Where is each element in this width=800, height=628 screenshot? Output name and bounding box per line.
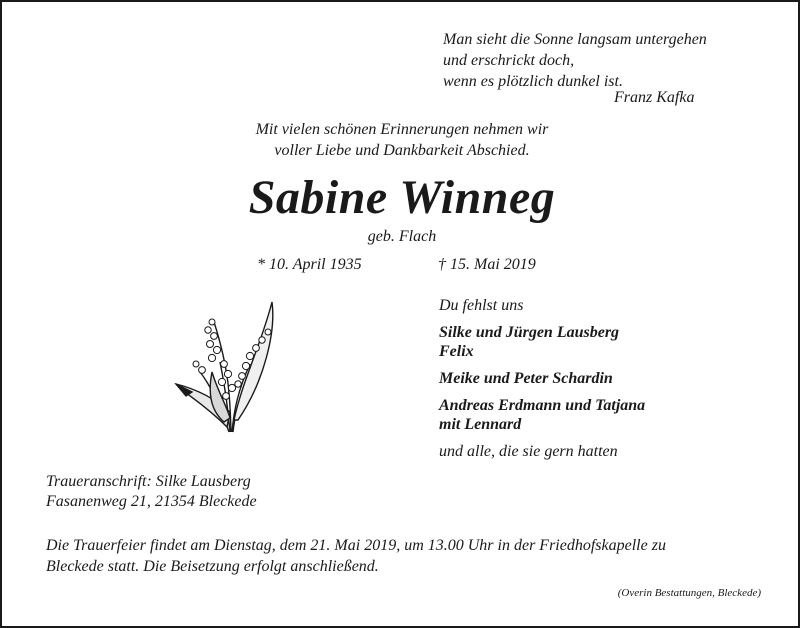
address-line-1: Traueranschrift: Silke Lausberg [46,473,251,490]
intro-line-1: Mit vielen schönen Erinnerungen nehmen wir [255,121,549,138]
quote-line-2: und erschrickt doch, [443,52,575,69]
address-line-2: Fasanenweg 21, 21354 Bleckede [46,493,257,510]
mourners-intro: Du fehlst uns [439,297,524,314]
deceased-name: Sabine Winneg [248,171,556,224]
birth-date: * 10. April 1935 [257,256,362,273]
death-date: † 15. Mai 2019 [438,256,536,273]
intro-line-2: voller Liebe und Dankbarkeit Abschied. [274,142,530,159]
ceremony-line-1: Die Trauerfeier findet am Dienstag, dem 21. Mai 2019, um 13.00 Uhr in der Friedhofskapelle zu [46,537,666,554]
mourners-group-1-line-1: Silke und Jürgen Lausberg [439,324,620,341]
ceremony-line-2: Bleckede statt. Die Beisetzung erfolgt anschließend. [46,558,379,575]
mourners-group-1-line-2: Felix [439,343,474,360]
mourners-closing: und alle, die sie gern hatten [439,443,618,460]
lily-of-the-valley-bouquet-icon [172,292,292,442]
undertaker-credit: (Overin Bestattungen, Bleckede) [617,587,761,599]
mourners-group-3-line-1: Andreas Erdmann und Tatjana [439,397,646,414]
birth-name: geb. Flach [367,228,437,245]
quote-author: Franz Kafka [614,89,695,106]
mourners-group-3-line-2: mit Lennard [439,416,522,433]
quote-line-3: wenn es plötzlich dunkel ist. [443,73,623,90]
quote-line-1: Man sieht die Sonne langsam untergehen [443,31,707,48]
kafka-quote [443,29,707,92]
mourners-group-2: Meike und Peter Schardin [439,370,613,387]
